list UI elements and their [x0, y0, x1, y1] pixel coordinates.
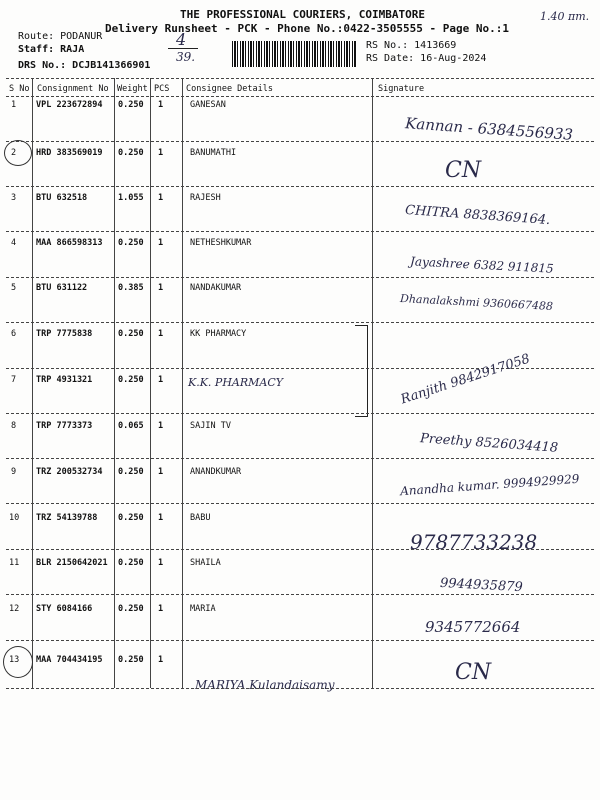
- row-4-signature: Jayashree 6382 911815: [409, 254, 554, 276]
- row-10-signature: 9787733238: [410, 530, 538, 554]
- row-6-pcs: 1: [158, 329, 164, 339]
- col-pcs: PCS: [154, 84, 170, 94]
- row-8-weight: 0.065: [118, 421, 144, 431]
- row-1-consignee: GANESAN: [190, 100, 226, 110]
- row-12-weight: 0.250: [118, 604, 144, 614]
- row-5-signature: Dhanalakshmi 9360667488: [399, 292, 554, 313]
- runsheet-subtitle: Delivery Runsheet - PCK - Phone No.:0422-3505555 - Page No.:1: [105, 22, 509, 35]
- row-8-signature: Preethy 8526034418: [419, 431, 559, 456]
- row-12-consignee: MARIA: [190, 604, 216, 614]
- row-12-sno: 12: [9, 604, 20, 614]
- row-10-consignee: BABU: [190, 513, 211, 523]
- row-1-weight: 0.250: [118, 100, 144, 110]
- row-11-pcs: 1: [158, 558, 164, 568]
- row-4-sno: 4: [11, 238, 17, 248]
- rs-number: RS No.: 1413669: [366, 40, 457, 51]
- row-7-pcs: 1: [158, 375, 164, 385]
- row-4-consignee: NETHESHKUMAR: [190, 238, 252, 248]
- staff-label: Staff: RAJA: [18, 44, 85, 55]
- row-4-weight: 0.250: [118, 238, 144, 248]
- row-6-consignment: TRP 7775838: [36, 329, 93, 339]
- row-10-consignment: TRZ 54139788: [36, 513, 98, 523]
- row-4-pcs: 1: [158, 238, 164, 248]
- row-3-weight: 1.055: [118, 193, 144, 203]
- row-3-pcs: 1: [158, 193, 164, 203]
- row-13-consignee-handwritten: MARIYA Kulandaisamy: [195, 678, 335, 692]
- route-label: Route: PODANUR: [18, 31, 103, 42]
- row-2-signature: CN: [445, 158, 482, 183]
- row-11-weight: 0.250: [118, 558, 144, 568]
- row-11-consignee: SHAILA: [190, 558, 221, 568]
- row-7-sno: 7: [11, 375, 17, 385]
- row-5-consignment: BTU 631122: [36, 283, 88, 293]
- row-9-signature: Anandha kumar. 9994929929: [399, 471, 580, 499]
- row-12-signature: 9345772664: [425, 618, 521, 636]
- row-3-sno: 3: [11, 193, 17, 203]
- row-1-sno: 1: [11, 100, 17, 110]
- row-1-consignment: VPL 223672894: [36, 100, 103, 110]
- fraction-line: [168, 48, 198, 49]
- row-11-consignment: BLR 2150642021: [36, 558, 108, 568]
- row-9-sno: 9: [11, 467, 17, 477]
- drs-number: DRS No.: DCJB141366901: [18, 60, 151, 71]
- col-consignment: Consignment No: [37, 84, 109, 94]
- row-6-sno: 6: [11, 329, 17, 339]
- row-6-weight: 0.250: [118, 329, 144, 339]
- row-7-consignee-handwritten: K.K. PHARMACY: [188, 376, 284, 389]
- row-11-sno: 11: [9, 558, 20, 568]
- row-10-pcs: 1: [158, 513, 164, 523]
- hand-fraction-bottom: 39.: [176, 50, 196, 64]
- row-9-weight: 0.250: [118, 467, 144, 477]
- row-1-signature: Kannan - 6384556933: [404, 114, 574, 144]
- row-7-weight: 0.250: [118, 375, 144, 385]
- barcode: [232, 41, 357, 67]
- row-9-pcs: 1: [158, 467, 164, 477]
- row-12-consignment: STY 6084166: [36, 604, 93, 614]
- row-5-weight: 0.385: [118, 283, 144, 293]
- row-5-pcs: 1: [158, 283, 164, 293]
- hand-time-note: 1.40 πm.: [540, 10, 590, 23]
- company-title: THE PROFESSIONAL COURIERS, COIMBATORE: [180, 8, 426, 21]
- row-8-sno: 8: [11, 421, 17, 431]
- row-2-consignment: HRD 383569019: [36, 148, 103, 158]
- row-12-pcs: 1: [158, 604, 164, 614]
- row-13-signature: CN: [455, 660, 492, 685]
- row-11-signature: 9944935879: [439, 575, 524, 596]
- row-2-circle-mark: [4, 140, 32, 166]
- row-9-consignee: ANANDKUMAR: [190, 467, 242, 477]
- row-6-consignee: KK PHARMACY: [190, 329, 247, 339]
- row-10-sno: 10: [9, 513, 20, 523]
- row-2-pcs: 1: [158, 148, 164, 158]
- rs-date: RS Date: 16-Aug-2024: [366, 53, 487, 64]
- row-13-sno: 13: [9, 655, 20, 665]
- row-8-pcs: 1: [158, 421, 164, 431]
- row-3-consignment: BTU 632518: [36, 193, 88, 203]
- row-8-consignment: TRP 7773373: [36, 421, 93, 431]
- row-9-consignment: TRZ 200532734: [36, 467, 103, 477]
- col-weight: Weight: [117, 84, 148, 94]
- row-4-consignment: MAA 866598313: [36, 238, 103, 248]
- row-5-consignee: NANDAKUMAR: [190, 283, 242, 293]
- row-3-consignee: RAJESH: [190, 193, 221, 203]
- row-5-sno: 5: [11, 283, 17, 293]
- row-13-consignment: MAA 704434195: [36, 655, 103, 665]
- row-13-pcs: 1: [158, 655, 164, 665]
- row-2-consignee: BANUMATHI: [190, 148, 237, 158]
- row-2-weight: 0.250: [118, 148, 144, 158]
- row-2-sno: 2: [11, 148, 17, 158]
- row-8-consignee: SAJIN TV: [190, 421, 231, 431]
- row-13-weight: 0.250: [118, 655, 144, 665]
- row-10-weight: 0.250: [118, 513, 144, 523]
- hand-fraction-top: 4: [176, 30, 187, 49]
- row-7-consignment: TRP 4931321: [36, 375, 93, 385]
- row-3-signature: CHITRA 8838369164.: [404, 202, 551, 229]
- row-1-pcs: 1: [158, 100, 164, 110]
- col-signature: Signature: [378, 84, 425, 94]
- col-consignee: Consignee Details: [186, 84, 273, 94]
- bracket-mark: [355, 325, 368, 417]
- col-sno: S No: [9, 84, 30, 94]
- row-7-signature: Ranjith 9842917058: [398, 351, 532, 408]
